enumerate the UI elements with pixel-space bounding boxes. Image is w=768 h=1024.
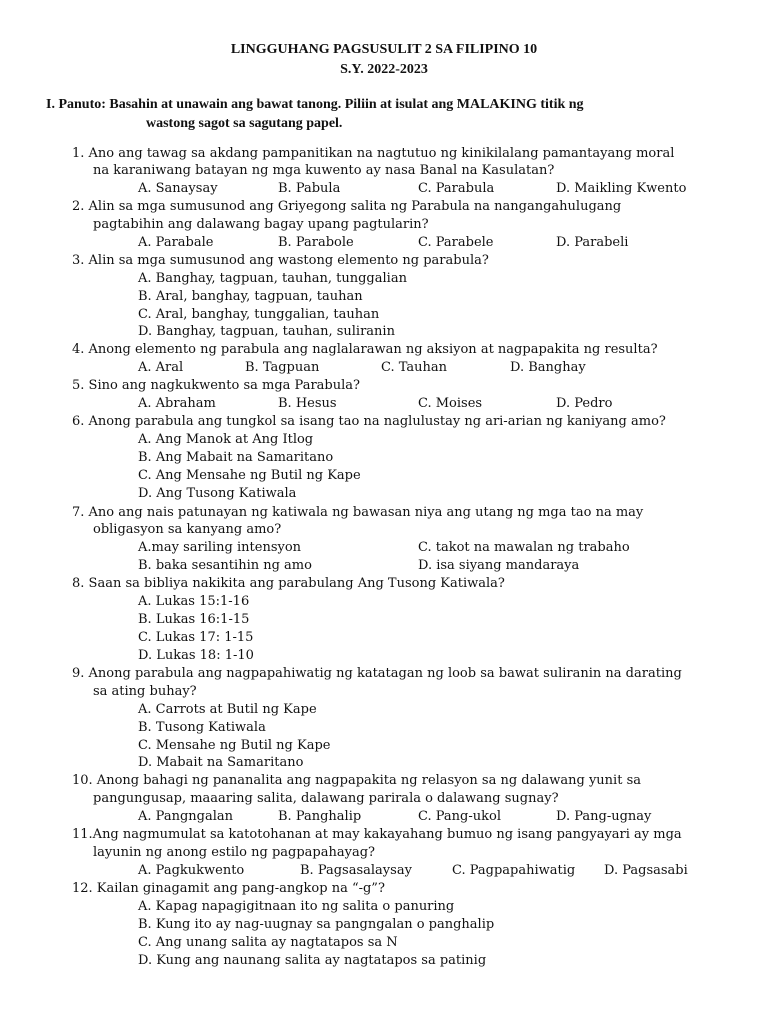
question-10-text-cont: pangungusap, maaaring salita, dalawang parirala o dalawang sugnay?	[93, 791, 559, 806]
question-6-choice-a: A. Ang Manok at Ang Itlog	[138, 432, 314, 447]
question-5-choice-d: D. Pedro	[556, 396, 613, 411]
question-10-choice-c: C. Pang-ukol	[418, 809, 501, 824]
question-4-choice-b: B. Tagpuan	[245, 360, 320, 375]
question-8-choice-a: A. Lukas 15:1-16	[138, 594, 250, 609]
question-9-text: 9. Anong parabula ang nagpapahiwatig ng katatagan ng loob sa bawat suliranin na darating	[72, 666, 682, 681]
question-12-choice-d: D. Kung ang naunang salita ay nagtatapos sa patinig	[138, 953, 487, 968]
question-11-choice-a: A. Pagkukwento	[138, 863, 245, 878]
question-1-text-cont: na karaniwang batayan ng mga kuwento ay nasa Banal na Kasulatan?	[93, 163, 555, 178]
question-8-text: 8. Saan sa bibliya nakikita ang parabulang Ang Tusong Katiwala?	[72, 576, 505, 591]
question-10-choice-d: D. Pang-ugnay	[556, 809, 652, 824]
question-7-choice-d: D. isa siyang mandaraya	[418, 558, 580, 573]
question-3-choice-a: A. Banghay, tagpuan, tauhan, tunggalian	[138, 271, 407, 286]
question-1-choice-a: A. Sanaysay	[138, 181, 218, 196]
question-8-choice-c: C. Lukas 17: 1-15	[138, 630, 254, 645]
question-4-choice-a: A. Aral	[138, 360, 184, 375]
question-11-choice-b: B. Pagsasalaysay	[300, 863, 412, 878]
question-1-text: 1. Ano ang tawag sa akdang pampanitikan na nagtutuo ng kinikilalang pamantayang moral	[72, 146, 675, 161]
question-1-choice-b: B. Pabula	[278, 181, 341, 196]
question-9-choice-a: A. Carrots at Butil ng Kape	[138, 702, 317, 717]
question-5-text: 5. Sino ang nagkukwento sa mga Parabula?	[72, 378, 360, 393]
question-5-choice-c: C. Moises	[418, 396, 483, 411]
question-9-choice-b: B. Tusong Katiwala	[138, 720, 266, 735]
question-2-choice-c: C. Parabele	[418, 235, 494, 250]
question-7-text: 7. Ano ang nais patunayan ng katiwala ng bawasan niya ang utang ng mga tao na may	[72, 505, 644, 520]
exam-title: LINGGUHANG PAGSUSULIT 2 SA FILIPINO 10	[230, 42, 538, 57]
school-year: S.Y. 2022-2023	[340, 62, 428, 77]
question-3-choice-d: D. Banghay, tagpuan, tauhan, suliranin	[138, 324, 395, 339]
question-1-choice-c: C. Parabula	[418, 181, 495, 196]
question-10-choice-a: A. Pangngalan	[138, 809, 233, 824]
question-5-choice-a: A. Abraham	[138, 396, 216, 411]
question-10-text: 10. Anong bahagi ng pananalita ang nagpapakita ng relasyon sa ng dalawang yunit sa	[72, 773, 641, 788]
question-11-text: 11.Ang nagmumulat sa katotohanan at may kakayahang bumuo ng isang pangyayari ay mga	[72, 827, 682, 842]
question-4-text: 4. Anong elemento ng parabula ang naglalarawan ng aksiyon at nagpapakita ng resulta?	[72, 342, 658, 357]
question-6-choice-d: D. Ang Tusong Katiwala	[138, 486, 297, 501]
question-2-text-cont: pagtabihin ang dalawang bagay upang pagtularin?	[93, 217, 429, 232]
question-4-choice-d: D. Banghay	[510, 360, 586, 375]
question-7-text-cont: obligasyon sa kanyang amo?	[93, 522, 282, 537]
question-10-choice-b: B. Panghalip	[278, 809, 362, 824]
question-7-choice-c: C. takot na mawalan ng trabaho	[418, 540, 630, 555]
question-9-text-cont: sa ating buhay?	[93, 684, 197, 699]
question-6-choice-c: C. Ang Mensahe ng Butil ng Kape	[138, 468, 361, 483]
question-9-choice-c: C. Mensahe ng Butil ng Kape	[138, 738, 331, 753]
question-12-choice-b: B. Kung ito ay nag-uugnay sa pangngalan o panghalip	[138, 917, 495, 932]
question-3-text: 3. Alin sa mga sumusunod ang wastong elemento ng parabula?	[72, 253, 489, 268]
question-7-choice-a: A.may sariling intensyon	[138, 540, 302, 555]
question-11-text-cont: layunin ng anong estilo ng pagpapahayag?	[93, 845, 376, 860]
question-5-choice-b: B. Hesus	[278, 396, 337, 411]
question-3-choice-c: C. Aral, banghay, tunggalian, tauhan	[138, 307, 380, 322]
question-2-choice-a: A. Parabale	[138, 235, 214, 250]
question-2-choice-d: D. Parabeli	[556, 235, 629, 250]
question-1-choice-d: D. Maikling Kwento	[556, 181, 687, 196]
question-7-choice-b: B. baka sesantihin ng amo	[138, 558, 312, 573]
question-3-choice-b: B. Aral, banghay, tagpuan, tauhan	[138, 289, 363, 304]
question-4-choice-c: C. Tauhan	[381, 360, 448, 375]
question-12-choice-c: C. Ang unang salita ay nagtatapos sa N	[138, 935, 398, 950]
question-6-choice-b: B. Ang Mabait na Samaritano	[138, 450, 334, 465]
question-8-choice-b: B. Lukas 16:1-15	[138, 612, 250, 627]
instructions-line-1: I. Panuto: Basahin at unawain ang bawat tanong. Piliin at isulat ang MALAKING titik ng	[46, 97, 584, 112]
instructions-line-2: wastong sagot sa sagutang papel.	[146, 116, 343, 131]
question-12-choice-a: A. Kapag napagigitnaan ito ng salita o panuring	[138, 899, 455, 914]
question-9-choice-d: D. Mabait na Samaritano	[138, 755, 304, 770]
question-2-text: 2. Alin sa mga sumusunod ang Griyegong salita ng Parabula na nangangahulugang	[72, 199, 622, 214]
question-11-choice-d: D. Pagsasabi	[604, 863, 688, 878]
question-2-choice-b: B. Parabole	[278, 235, 354, 250]
question-11-choice-c: C. Pagpapahiwatig	[452, 863, 576, 878]
question-8-choice-d: D. Lukas 18: 1-10	[138, 648, 254, 663]
question-6-text: 6. Anong parabula ang tungkol sa isang tao na naglulustay ng ari-arian ng kaniyang amo?	[72, 414, 666, 429]
question-12-text: 12. Kailan ginagamit ang pang-angkop na “-g”?	[72, 881, 385, 896]
